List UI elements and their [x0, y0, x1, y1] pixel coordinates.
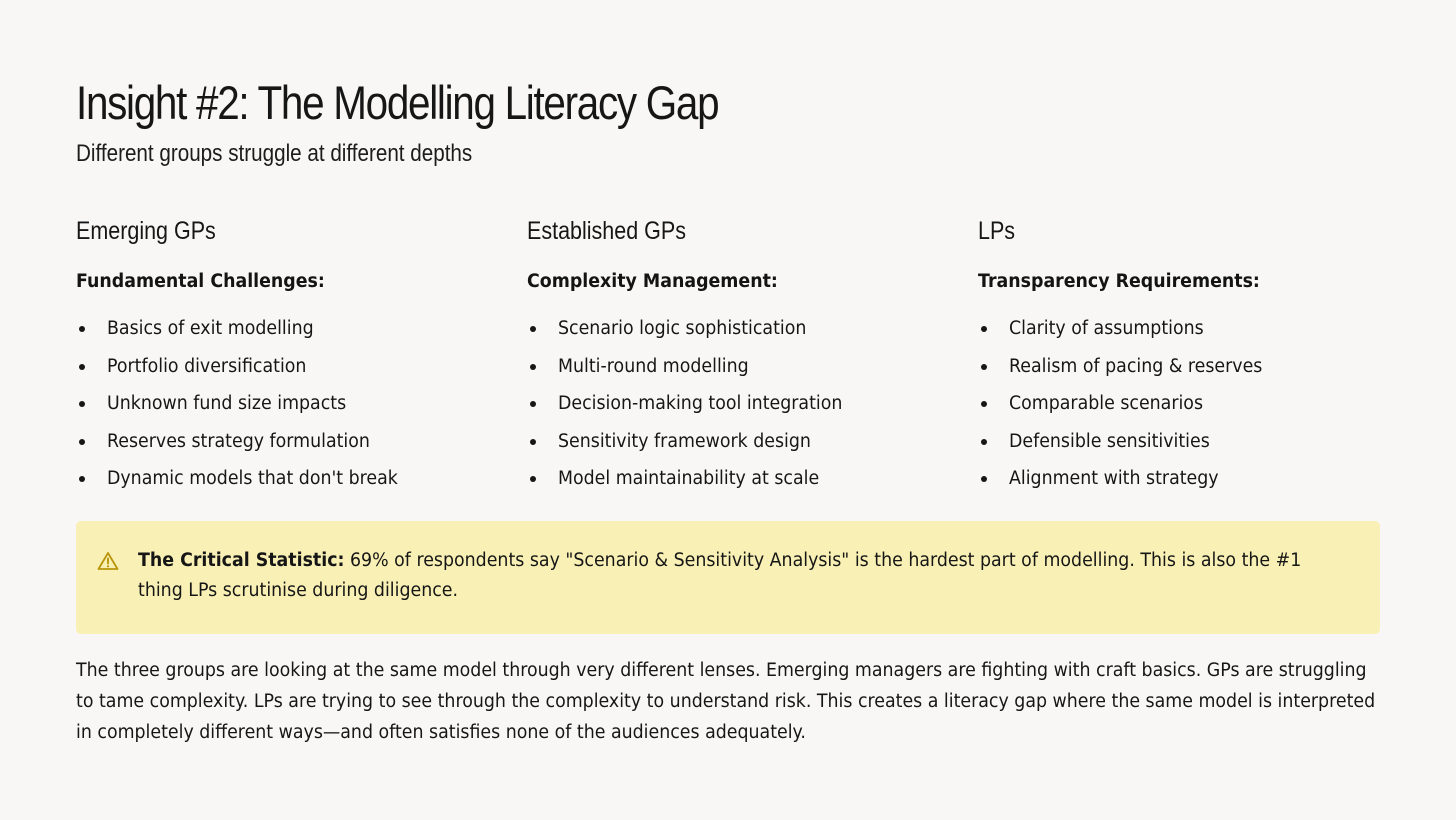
list-item	[978, 467, 1279, 505]
callout-lead: The Critical Statistic:	[138, 550, 345, 571]
bullet-icon	[530, 326, 536, 332]
column-subheading: Transparency Requirements:	[978, 271, 1260, 292]
bullet-icon	[530, 476, 536, 482]
list-item-text: Portfolio diversification	[107, 355, 307, 377]
list-item-text: Sensitivity framework design	[558, 430, 811, 452]
list-item-text: Comparable scenarios	[1009, 393, 1204, 414]
column-lps	[978, 214, 1418, 489]
list-item-text: Model maintainability at scale	[558, 468, 820, 489]
column-emerging-gps	[76, 214, 516, 489]
critical-statistic-callout	[76, 521, 1380, 634]
list-item	[527, 392, 861, 430]
bullet-icon	[79, 326, 85, 332]
bullet-icon	[981, 401, 987, 407]
list-item-text: Dynamic models that don't break	[107, 468, 398, 489]
bullet-icon	[530, 364, 536, 370]
bullet-icon	[530, 439, 536, 445]
list-item	[527, 355, 861, 393]
list-item	[978, 392, 1279, 430]
list-item	[978, 430, 1279, 468]
list-item	[527, 317, 861, 355]
list-item	[76, 392, 416, 430]
list-item	[978, 317, 1279, 355]
bullet-icon	[79, 439, 85, 445]
column-heading: Established GPs	[527, 217, 686, 245]
list-item	[527, 430, 861, 468]
column-subheading: Complexity Management:	[527, 271, 778, 292]
page-subtitle: Different groups struggle at different depths	[76, 140, 473, 167]
list-item-text: Realism of pacing & reserves	[1009, 355, 1263, 377]
bullet-icon	[981, 326, 987, 332]
list-item	[978, 355, 1279, 393]
list-item-text: Clarity of assumptions	[1009, 318, 1204, 339]
list-item	[76, 355, 416, 393]
slide	[76, 0, 1380, 820]
column-heading: LPs	[978, 217, 1016, 245]
bullet-icon	[530, 401, 536, 407]
column-subheading: Fundamental Challenges:	[76, 271, 325, 292]
page-title: Insight #2: The Modelling Literacy Gap	[76, 76, 719, 129]
bullet-icon	[981, 364, 987, 370]
list-item-text: Decision-making tool integration	[558, 393, 843, 414]
bullet-icon	[79, 476, 85, 482]
warning-icon	[97, 551, 119, 571]
list-item	[76, 430, 416, 468]
callout-body: 69% of respondents say "Scenario & Sensitivity Analysis" is the hardest part of modelling. This is also the #1 thing LPs scrutinise during diligence.	[138, 550, 1302, 601]
column-heading: Emerging GPs	[76, 217, 216, 245]
column-established-gps	[527, 214, 967, 489]
list-item-text: Reserves strategy formulation	[107, 430, 370, 452]
bullet-list	[527, 317, 861, 505]
list-item-text: Multi-round modelling	[558, 355, 749, 377]
list-item-text: Unknown fund size impacts	[107, 393, 347, 414]
list-item	[76, 467, 416, 505]
callout-text	[138, 546, 1351, 606]
bullet-icon	[981, 476, 987, 482]
bullet-list	[76, 317, 416, 505]
list-item	[527, 467, 861, 505]
bullet-icon	[79, 401, 85, 407]
list-item-text: Basics of exit modelling	[107, 318, 314, 339]
bullet-icon	[79, 364, 85, 370]
list-item	[76, 317, 416, 355]
summary-paragraph: The three groups are looking at the same model through very different lenses. Emerging managers are fighting with craft basics. GPs are struggling to tame complexity. LPs are trying to see through the complexity to understand risk. This creates a literacy gap where the same model is interpreted in completely different ways—and often satisfies none of the audiences adequately.	[76, 660, 1376, 743]
list-item-text: Scenario logic sophistication	[558, 318, 807, 339]
list-item-text: Alignment with strategy	[1009, 468, 1219, 489]
bullet-list	[978, 317, 1279, 505]
list-item-text: Defensible sensitivities	[1009, 430, 1210, 452]
bullet-icon	[981, 439, 987, 445]
